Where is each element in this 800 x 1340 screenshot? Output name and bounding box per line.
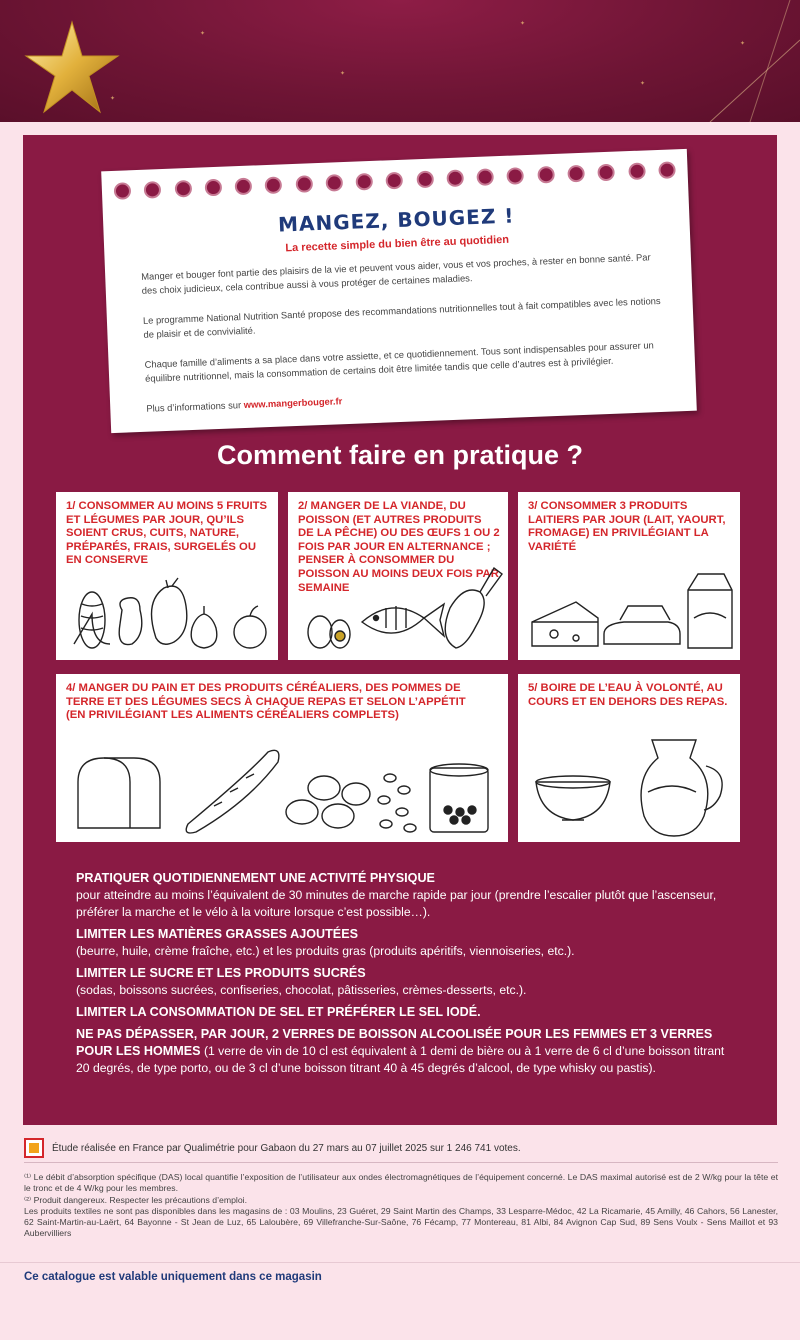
binder-holes <box>114 161 676 203</box>
light-rays-icon <box>620 0 800 122</box>
note-title: MANGEZ, BOUGEZ ! <box>277 203 515 237</box>
bread-potato-illustration <box>68 740 500 838</box>
tip-body: (sodas, boissons sucrées, confiseries, chocolat, pâtisseries, crèmes-desserts, etc.). <box>76 983 527 997</box>
note-paragraph: Le programme National Nutrition Santé propose des recommandations nutritionnelles tout à fait compatibles avec les notions de plaisir et de convivialité. <box>142 294 661 340</box>
footer-text: Ce catalogue est valable uniquement dans ce magasin <box>24 1271 322 1283</box>
fine-print-stores: Les produits textiles ne sont pas disponibles dans les magasins de : 03 Moulins, 23 Guéret, 29 Saint Martin des Champs, 33 Lesparre-Médoc, 42 La Ricamarie, 45 Amilly, 46 Cahors, 56 Lanester, 62 Saint-Martin-au-Laërt, 64 Bayonne - St Jean de Luz, 65 Laloubère, 69 Villefranche-Sur-Saône, 76 Fécamp, 77 Montereau, 81 Albi, 84 Avignon Cap Sud, 89 Sens Voulx - Sens Maillot et 93 Aubervilliers <box>24 1205 778 1239</box>
tip-salt <box>76 1004 726 1021</box>
note-card <box>101 149 697 433</box>
tip-box-water <box>518 674 740 842</box>
tip-body: (1 verre de vin de 10 cl est équivalent à 1 demi de bière ou à 1 verre de 6 cl d’une boisson titrant 20 degrés, de type porto, ou de 3 cl d’une boisson titrant 40 à 45 degrés d’alcool, de type whisky ou pastis). <box>76 1044 725 1075</box>
tip-box-cereals <box>56 674 508 842</box>
note-subtitle: La recette simple du bien être au quotidien <box>285 233 510 255</box>
mangerbouger-link[interactable]: www.mangerbouger.fr <box>243 395 343 411</box>
tip-head: NE PAS DÉPASSER, PAR JOUR, 2 VERRES DE BOISSON ALCOOLISÉE POUR LES FEMMES ET 3 VERRES POUR LES HOMMES <box>76 1027 713 1058</box>
section-title: Comment faire en pratique ? <box>216 440 584 470</box>
tip-head: LIMITER LES MATIÈRES GRASSES AJOUTÉES <box>76 927 358 941</box>
fine-print-das: ⁽¹⁾ Le débit d’absorption spécifique (DAS) local quantifie l’exposition de l’utilisateur aux ondes électromagnétiques de l’équipement concerné. Le DAS maximal autorisé est de 2 W/kg pour la tête et le tronc et de 4 W/kg pour les membres. <box>24 1172 778 1194</box>
tip-body: pour atteindre au moins l’équivalent de 30 minutes de marche rapide par jour (prendre l’escalier plutôt que l’ascenseur, préférer la marche et le vélo à la voiture lorsque c’est possible…). <box>76 888 717 919</box>
note-paragraph: Chaque famille d’aliments a sa place dans votre assiette, et ce quotidiennement. Tous sont indispensables pour assurer un équilibre nutritionnel, mais la consommation de certains doit être limitée tandis que celle d’autres est à privilégier. <box>144 339 654 384</box>
fine-print <box>24 1172 778 1240</box>
tip-box-dairy <box>518 492 740 660</box>
tip-sugar <box>76 965 726 999</box>
more-info-label: Plus d’informations sur <box>146 399 242 414</box>
note-paragraph: Manger et bouger font partie des plaisirs de la vie et peuvent vous aider, vous et vos proches, à rester en bonne santé. Par des choix judicieux, cela contribue aussi à vous protéger de certaines maladies. <box>141 251 651 296</box>
tip-alcohol <box>76 1026 726 1077</box>
tips-list <box>76 870 726 1082</box>
tip-head: PRATIQUER QUOTIDIENNEMENT UNE ACTIVITÉ PHYSIQUE <box>76 871 435 885</box>
tip-head: LIMITER LA CONSOMMATION DE SEL ET PRÉFÉRER LE SEL IODÉ. <box>76 1005 481 1019</box>
box-text: 2/ MANGER DE LA VIANDE, DU POISSON (ET AUTRES PRODUITS DE LA PÊCHE) OU DES ŒUFS 1 OU 2 FOIS PAR JOUR EN ALTERNANCE ; PENSER À CONSOMMER DU POISSON AU MOINS DEUX FOIS PAR SEMAINE <box>298 500 500 594</box>
box-text: 1/ CONSOMMER AU MOINS 5 FRUITS ET LÉGUMES PAR JOUR, QU’ILS SOIENT CRUS, CUITS, NATURE, PRÉPARÉS, FRAIS, SURGELÉS OU EN CONSERVE <box>66 500 268 567</box>
water-illustration <box>526 732 736 838</box>
dairy-illustration <box>524 562 736 656</box>
divider <box>24 1162 778 1163</box>
vegetables-illustration <box>64 574 274 656</box>
study-text: Étude réalisée en France par Qualimétrie pour Gabaon du 27 mars au 07 juillet 2025 sur 1 246 741 votes. <box>52 1143 521 1154</box>
tip-alcohol-text <box>76 1026 726 1077</box>
fine-print-danger: ⁽²⁾ Produit dangereux. Respecter les précautions d’emploi. <box>24 1194 248 1205</box>
tip-box-meat-fish-eggs <box>288 492 508 660</box>
tip-head: LIMITER LE SUCRE ET LES PRODUITS SUCRÉS <box>76 966 366 980</box>
box-text: 3/ CONSOMMER 3 PRODUITS LAITIERS PAR JOUR (LAIT, YAOURT, FROMAGE) EN PRIVILÉGIANT LA VARIÉTÉ <box>528 500 726 553</box>
divider <box>0 1262 800 1263</box>
note-more-info <box>146 382 672 416</box>
fish-meat-egg-illustration <box>296 562 504 656</box>
tip-box-fruits-vegetables <box>56 492 278 660</box>
study-note <box>24 1138 784 1160</box>
star-icon <box>22 18 122 118</box>
tip-body: (beurre, huile, crème fraîche, etc.) et les produits gras (produits apéritifs, viennoiseries, etc.). <box>76 944 575 958</box>
tip-activity <box>76 870 726 921</box>
tip-fats <box>76 926 726 960</box>
box-text: 4/ MANGER DU PAIN ET DES PRODUITS CÉRÉALIERS, DES POMMES DE TERRE ET DES LÉGUMES SECS À CHAQUE REPAS ET SELON L’APPÉTIT (EN PRIVILÉGIANT LES ALIMENTS CÉRÉALIERS COMPLETS) <box>66 682 466 722</box>
study-badge-icon <box>24 1138 44 1158</box>
header-banner: ✦ ✦ ✦ ✦ ✦ ✦ <box>0 0 800 122</box>
box-text: 5/ BOIRE DE L’EAU À VOLONTÉ, AU COURS ET EN DEHORS DES REPAS. <box>528 682 728 708</box>
